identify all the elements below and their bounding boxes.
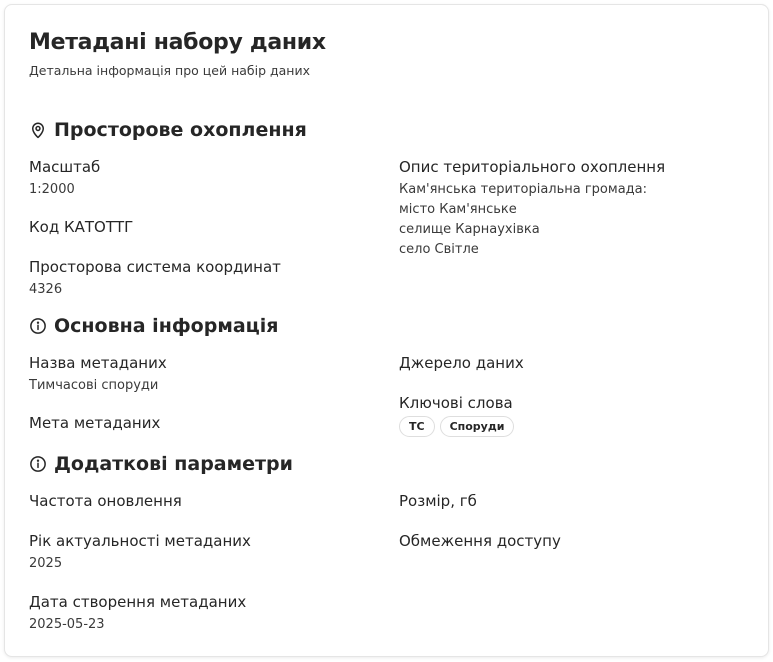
scale-label: Масштаб <box>29 158 101 176</box>
size-label: Розмір, гб <box>399 492 477 510</box>
crs-label: Просторова система координат <box>29 258 281 276</box>
coverage-line: Кам'янська територіальна громада: <box>399 182 647 197</box>
relevance-year-value: 2025 <box>29 556 63 571</box>
metadata-name-value: Тимчасові споруди <box>29 378 159 393</box>
coverage-label: Опис територіального охоплення <box>399 158 666 176</box>
keywords-label: Ключові слова <box>399 394 513 412</box>
created-date-value: 2025-05-23 <box>29 617 105 632</box>
info-icon <box>29 317 47 335</box>
section-title-text: Додаткові параметри <box>54 453 293 475</box>
crs-value: 4326 <box>29 282 63 297</box>
section-extra-params <box>29 453 293 475</box>
page-subtitle: Детальна інформація про цей набір даних <box>29 63 310 78</box>
keyword-badge: ТС <box>399 416 435 437</box>
section-spatial-coverage <box>29 119 307 141</box>
coverage-description <box>399 180 647 260</box>
relevance-year-label: Рік актуальності метаданих <box>29 532 251 550</box>
keywords-list <box>399 416 514 437</box>
coverage-line: село Світле <box>399 242 479 257</box>
section-basic-info <box>29 315 278 337</box>
section-title-text: Просторове охоплення <box>54 119 307 141</box>
page-title: Метадані набору даних <box>29 30 326 55</box>
metadata-purpose-label: Мета метаданих <box>29 414 161 432</box>
scale-value: 1:2000 <box>29 182 75 197</box>
metadata-card <box>4 4 769 657</box>
coverage-line: місто Кам'янське <box>399 202 517 217</box>
update-frequency-label: Частота оновлення <box>29 492 182 510</box>
metadata-name-label: Назва метаданих <box>29 354 167 372</box>
data-source-label: Джерело даних <box>399 354 524 372</box>
katottg-label: Код КАТОТТГ <box>29 218 134 236</box>
created-date-label: Дата створення метаданих <box>29 593 247 611</box>
coverage-line: селище Карнаухівка <box>399 222 540 237</box>
info-icon <box>29 455 47 473</box>
map-pin-icon <box>29 121 47 139</box>
section-title-text: Основна інформація <box>54 315 279 337</box>
keyword-badge: Споруди <box>440 416 515 437</box>
access-restriction-label: Обмеження доступу <box>399 532 561 550</box>
